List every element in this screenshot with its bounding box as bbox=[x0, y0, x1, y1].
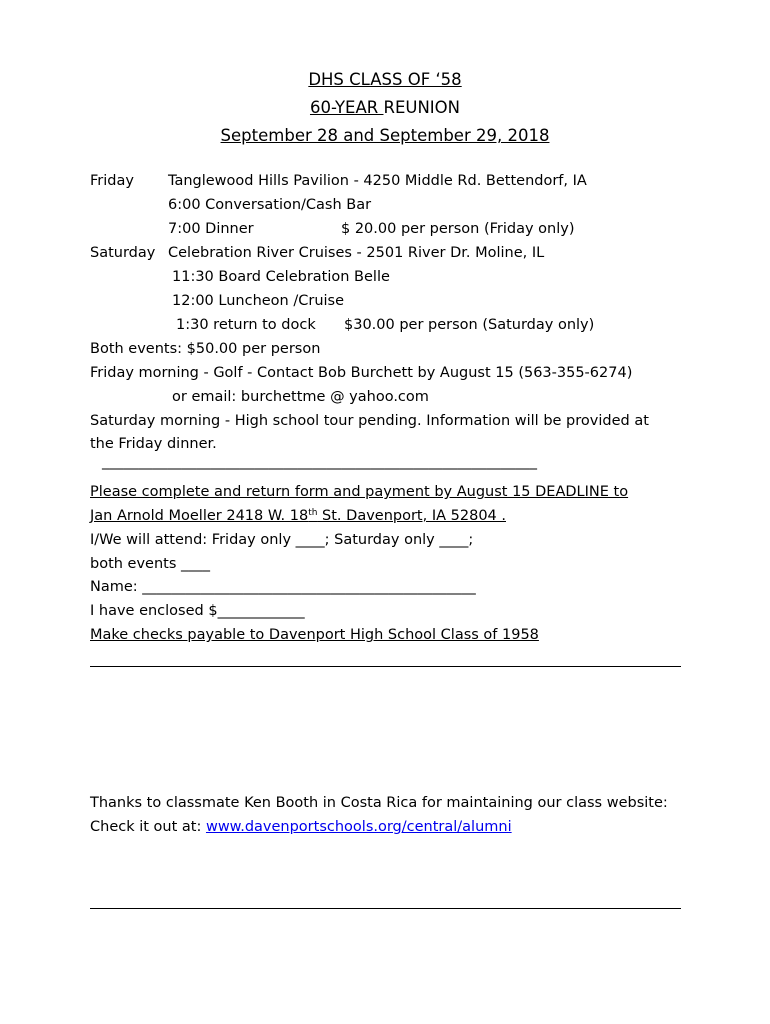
address-part-1: Jan Arnold Moeller 2418 W. 18 bbox=[90, 508, 309, 524]
website-thanks: Thanks to classmate Ken Booth in Costa Rica for maintaining our class website: bbox=[90, 795, 668, 811]
deadline-instructions: Please complete and return form and payment by August 15 DEADLINE to bbox=[90, 484, 629, 500]
dash-separator: ____________________________________________________________ bbox=[102, 454, 537, 470]
friday-label: Friday bbox=[90, 173, 134, 189]
class-title: DHS CLASS OF ‘58 bbox=[308, 70, 462, 89]
attendance-line: I/We will attend: Friday only ____; Saturday only ____; bbox=[90, 532, 474, 548]
website-link-line bbox=[90, 818, 512, 836]
saturday-time-2: 12:00 Luncheon /Cruise bbox=[172, 293, 345, 309]
reunion-subtitle bbox=[0, 94, 770, 122]
saturday-venue: Celebration River Cruises - 2501 River Dr. Moline, IL bbox=[168, 245, 545, 261]
friday-time-2: 7:00 Dinner bbox=[168, 221, 254, 237]
divider-line-bottom bbox=[90, 908, 681, 909]
checks-payable-note: Make checks payable to Davenport High School Class of 1958 bbox=[90, 627, 539, 643]
name-field-line: Name: ______________________________________________ bbox=[90, 579, 476, 595]
friday-price: $ 20.00 per person (Friday only) bbox=[341, 221, 575, 237]
saturday-time-3: 1:30 return to dock bbox=[176, 317, 316, 333]
both-events-price: Both events: $50.00 per person bbox=[90, 341, 321, 357]
check-it-out-label: Check it out at: bbox=[90, 819, 206, 835]
tour-info-1: Saturday morning - High school tour pending. Information will be provided at bbox=[90, 413, 649, 429]
mailing-address bbox=[90, 507, 506, 525]
saturday-price: $30.00 per person (Saturday only) bbox=[344, 317, 595, 333]
tour-info-2: the Friday dinner. bbox=[90, 436, 217, 452]
address-part-2: St. Davenport, IA 52804 . bbox=[317, 508, 506, 524]
friday-venue: Tanglewood Hills Pavilion - 4250 Middle Rd. Bettendorf, IA bbox=[168, 173, 587, 189]
address-ordinal: th bbox=[308, 508, 318, 518]
saturday-label: Saturday bbox=[90, 245, 156, 261]
reunion-label: REUNION bbox=[383, 98, 460, 117]
friday-time-1: 6:00 Conversation/Cash Bar bbox=[168, 197, 372, 213]
saturday-time-1: 11:30 Board Celebration Belle bbox=[172, 269, 390, 285]
both-events-line: both events ____ bbox=[90, 556, 211, 572]
alumni-website-link[interactable]: www.davenportschools.org/central/alumni bbox=[205, 819, 512, 835]
divider-line-top bbox=[90, 666, 681, 667]
year-label: 60-YEAR bbox=[309, 98, 384, 117]
reunion-dates: September 28 and September 29, 2018 bbox=[220, 126, 550, 145]
enclosed-amount-line: I have enclosed $____________ bbox=[90, 603, 305, 619]
golf-email: or email: burchettme @ yahoo.com bbox=[172, 389, 429, 405]
golf-info: Friday morning - Golf - Contact Bob Burchett by August 15 (563-355-6274) bbox=[90, 365, 633, 381]
reunion-title-block bbox=[0, 66, 770, 150]
